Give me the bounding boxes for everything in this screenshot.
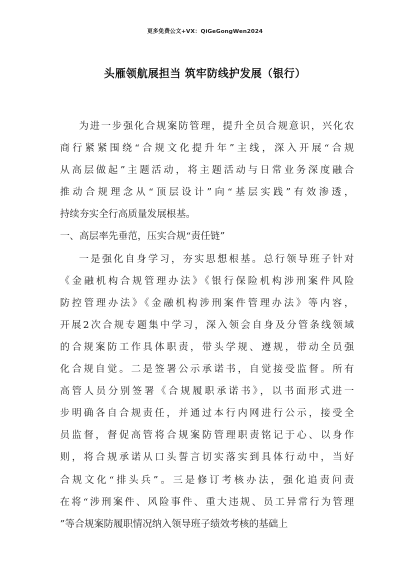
section-heading: 一、高层率先垂范，压实合规“责任链” <box>60 231 225 243</box>
paragraph-line: 开展2次合规专题集中学习，深入领会自身及分管条线领域 <box>60 319 354 331</box>
paragraph-line: 持续夯实全行高质量发展根基。 <box>60 209 196 221</box>
paragraph-line: 在将“涉刑案件、风险事件、重大违规、员工异常行为管理 <box>60 496 354 508</box>
paragraph-line: 为进一步强化合规案防管理，提升全员合规意识，兴化农 <box>79 121 354 132</box>
paragraph-line: 步明确各自合规责任，并通过本行内网进行公示，接受全 <box>60 408 354 420</box>
paragraph-line: 一是强化自身学习，夯实思想根基。总行领导班子针对 <box>79 253 354 265</box>
document-body <box>60 116 354 536</box>
document-title: 头雁领航展担当 筑牢防线护发展（银行） <box>104 68 306 80</box>
paragraph-line: 高管人员分别签署《合规履职承诺书》，以书面形式进一 <box>60 386 354 398</box>
paragraph-line: 化合规自觉。二是签署公示承诺书，自觉接受监督。所有 <box>60 364 354 376</box>
paragraph-line: 从高层做起”主题活动，将主题活动与日常业务深度融合 <box>60 165 354 177</box>
paragraph-line: ”等合规案防履职情况纳入领导班子绩效考核的基础上 <box>60 518 288 530</box>
paragraph-line: 则，将合规承诺从口头誓言切实落实到具体行动中，当好 <box>60 452 354 464</box>
paragraph-line: 《金融机构合规管理办法》《银行保险机构涉刑案件风险 <box>60 275 354 287</box>
paragraph-line: 员监督，督促高管将合规案防管理职责铭记于心、以身作 <box>60 430 354 442</box>
paragraph-line: 防控管理办法》《金融机构涉刑案件管理办法》等内容， <box>60 297 354 309</box>
page-header: 更多免费公文+VX：QiGeGongWen2024 <box>147 29 263 35</box>
paragraph-line: 推动合规理念从“顶层设计”向“基层实践”有效渗透， <box>60 187 354 199</box>
paragraph-line: 商行紧紧围绕“合规文化提升年”主线，深入开展“合规 <box>60 143 354 155</box>
paragraph-line: 合规文化“排头兵”。三是修订考核办法，强化追责问责 <box>60 474 354 486</box>
paragraph-line: 的合规案防工作具体职责，带头学规、遵规，带动全员强 <box>60 341 354 353</box>
